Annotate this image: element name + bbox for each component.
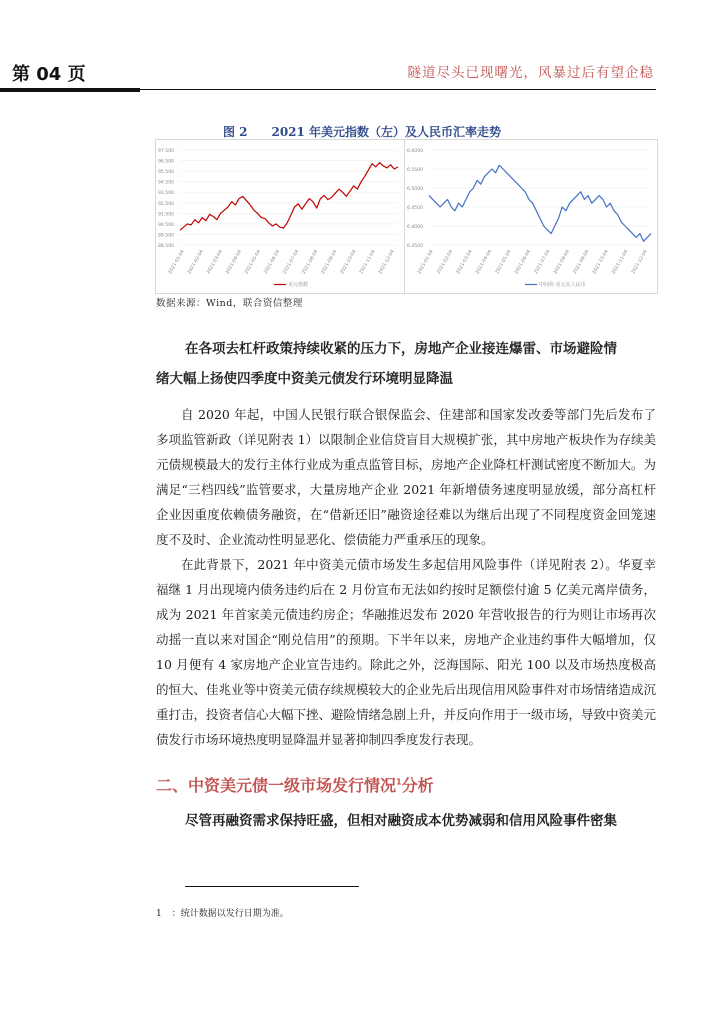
y-tick-label: 88.500 (158, 244, 175, 249)
x-tick-label: 2021-11-04 (611, 249, 630, 276)
x-tick-label: 2021-09-04 (572, 249, 591, 276)
x-tick-label: 2021-03-04 (206, 249, 224, 276)
heading-line-1: 在各项去杠杆政策持续收紧的压力下，房地产企业接连爆雷、市场避险情 (185, 341, 617, 357)
x-tick-label: 2021-05-04 (244, 249, 263, 276)
y-tick-label: 6.4500 (407, 206, 424, 211)
y-tick-label: 6.6000 (407, 149, 424, 154)
footnote-ref: 1 (396, 777, 402, 787)
usd-index-chart (155, 139, 405, 294)
usd-index-chart-svg (156, 140, 404, 293)
x-tick-label: 2021-04-04 (475, 249, 494, 276)
legend-label: 中间价:美元兑人民币 (539, 282, 586, 288)
y-tick-label: 6.3500 (407, 244, 424, 249)
figure-title: 图 2 2021 年美元指数（左）及人民币汇率走势 (222, 125, 502, 139)
y-tick-label: 6.4000 (407, 225, 424, 230)
x-tick-label: 2021-12-04 (378, 249, 396, 276)
x-tick-label: 2021-03-04 (455, 249, 474, 276)
y-tick-label: 94.500 (158, 180, 175, 186)
figure-source: 数据来源：Wind，联合资信整理 (156, 298, 303, 309)
x-tick-label: 2021-07-04 (533, 249, 552, 276)
x-tick-label: 2021-10-04 (339, 249, 358, 276)
x-tick-label: 2021-08-04 (301, 249, 320, 276)
footnote-mark: 1 (156, 909, 162, 919)
x-tick-label: 2021-11-04 (358, 249, 377, 276)
section-heading: 尽管再融资需求保持旺盛，但相对融资成本优势减弱和信用风险事件密集 (185, 813, 617, 829)
series-line (180, 163, 398, 231)
x-tick-label: 2021-12-04 (631, 249, 649, 276)
y-tick-label: 95.500 (158, 170, 175, 176)
x-tick-label: 2021-08-04 (553, 249, 571, 276)
x-tick-label: 2021-10-04 (592, 249, 610, 276)
x-tick-label: 2021-01-04 (417, 249, 435, 276)
x-tick-label: 2021-01-04 (168, 249, 186, 276)
page-number: 第 04 页 (12, 64, 86, 85)
y-tick-label: 91.500 (158, 212, 175, 218)
footnote-rule (185, 886, 359, 887)
paragraph-2: 在此背景下，2021 年中资美元债市场发生多起信用风险事件（详见附表 2）。华夏幸福继 1 月出现境内债务违约后在 2 月份宣布无法如约按时足额偿付逾 5 亿美元离岸债务，成为 2021 年首家美元债违约房企；华融推迟发布 2020 年营收报告的行为则让市场再次动摇一直以来对国企“刚兑信用”的预期。下半年以来，房地产企业违约事件大幅增加，仅 10 月便有 4 家房地产企业宣告违约。除此之外，泛海国际、阳光 100 以及市场热度极高的恒大、佳兆业等中资美元债存续规模较大的企业先后出现信用风险事件对市场情绪造成沉重打击，投资者信心大幅下挫、避险情绪急剧上升，并反向作用于一级市场，导致中资美元债发行市场环境热度明显降温并显著抑制四季度发行表现。 (156, 557, 657, 747)
x-tick-label: 2021-05-04 (494, 249, 513, 276)
cny-rate-chart (404, 139, 658, 294)
y-tick-label: 92.500 (158, 201, 175, 207)
y-tick-label: 93.500 (158, 191, 175, 197)
y-tick-label: 6.5500 (407, 168, 424, 173)
series-line (429, 165, 651, 241)
x-tick-label: 2021-09-04 (320, 249, 339, 276)
section-title-suffix: 分析 (401, 776, 434, 795)
y-tick-label: 97.500 (158, 149, 175, 154)
section-title-text: 二、中资美元债一级市场发行情况 (156, 776, 397, 795)
legend-label: 美元指数 (288, 282, 309, 288)
heading-line-2: 绪大幅上扬使四季度中资美元债发行环境明显降温 (156, 371, 453, 387)
x-tick-label: 2021-04-04 (225, 249, 244, 276)
x-tick-label: 2021-07-04 (282, 249, 301, 276)
footnote-text: ：统计数据以发行日期为准。 (171, 909, 289, 919)
header-rule-thick (0, 88, 140, 92)
y-tick-label: 89.500 (158, 233, 175, 239)
x-tick-label: 2021-06-04 (263, 249, 282, 276)
y-tick-label: 6.5000 (407, 187, 424, 192)
paragraph-1: 自 2020 年起，中国人民银行联合银保监会、住建部和国家发改委等部门先后发布了多项监管新政（详见附表 1）以限制企业信贷盲目大规模扩张，其中房地产板块作为存续美元债规模最大的发行主体行业成为重点监管目标，房地产企业降杠杆测试密度不断加大。为满足“三档四线”监管要求，大量房地产企业 2021 年新增债务速度明显放缓，部分高杠杆企业因重度依赖债务融资，在“借新还旧”融资途径难以为继后出现了不同程度资金回笼速度不及时、企业流动性明显恶化、偿债能力严重承压的现象。 (156, 407, 657, 547)
x-tick-label: 2021-02-04 (436, 249, 455, 276)
cny-rate-chart-svg (405, 140, 657, 293)
report-title: 隧道尽头已现曙光，风暴过后有望企稳 (407, 65, 654, 81)
section-title (156, 773, 434, 796)
header-rule-thin (136, 89, 656, 90)
y-tick-label: 96.500 (158, 159, 175, 165)
x-tick-label: 2021-02-04 (187, 249, 205, 276)
y-tick-label: 90.500 (158, 222, 175, 228)
x-tick-label: 2021-06-04 (514, 249, 533, 276)
footnote (156, 906, 289, 919)
